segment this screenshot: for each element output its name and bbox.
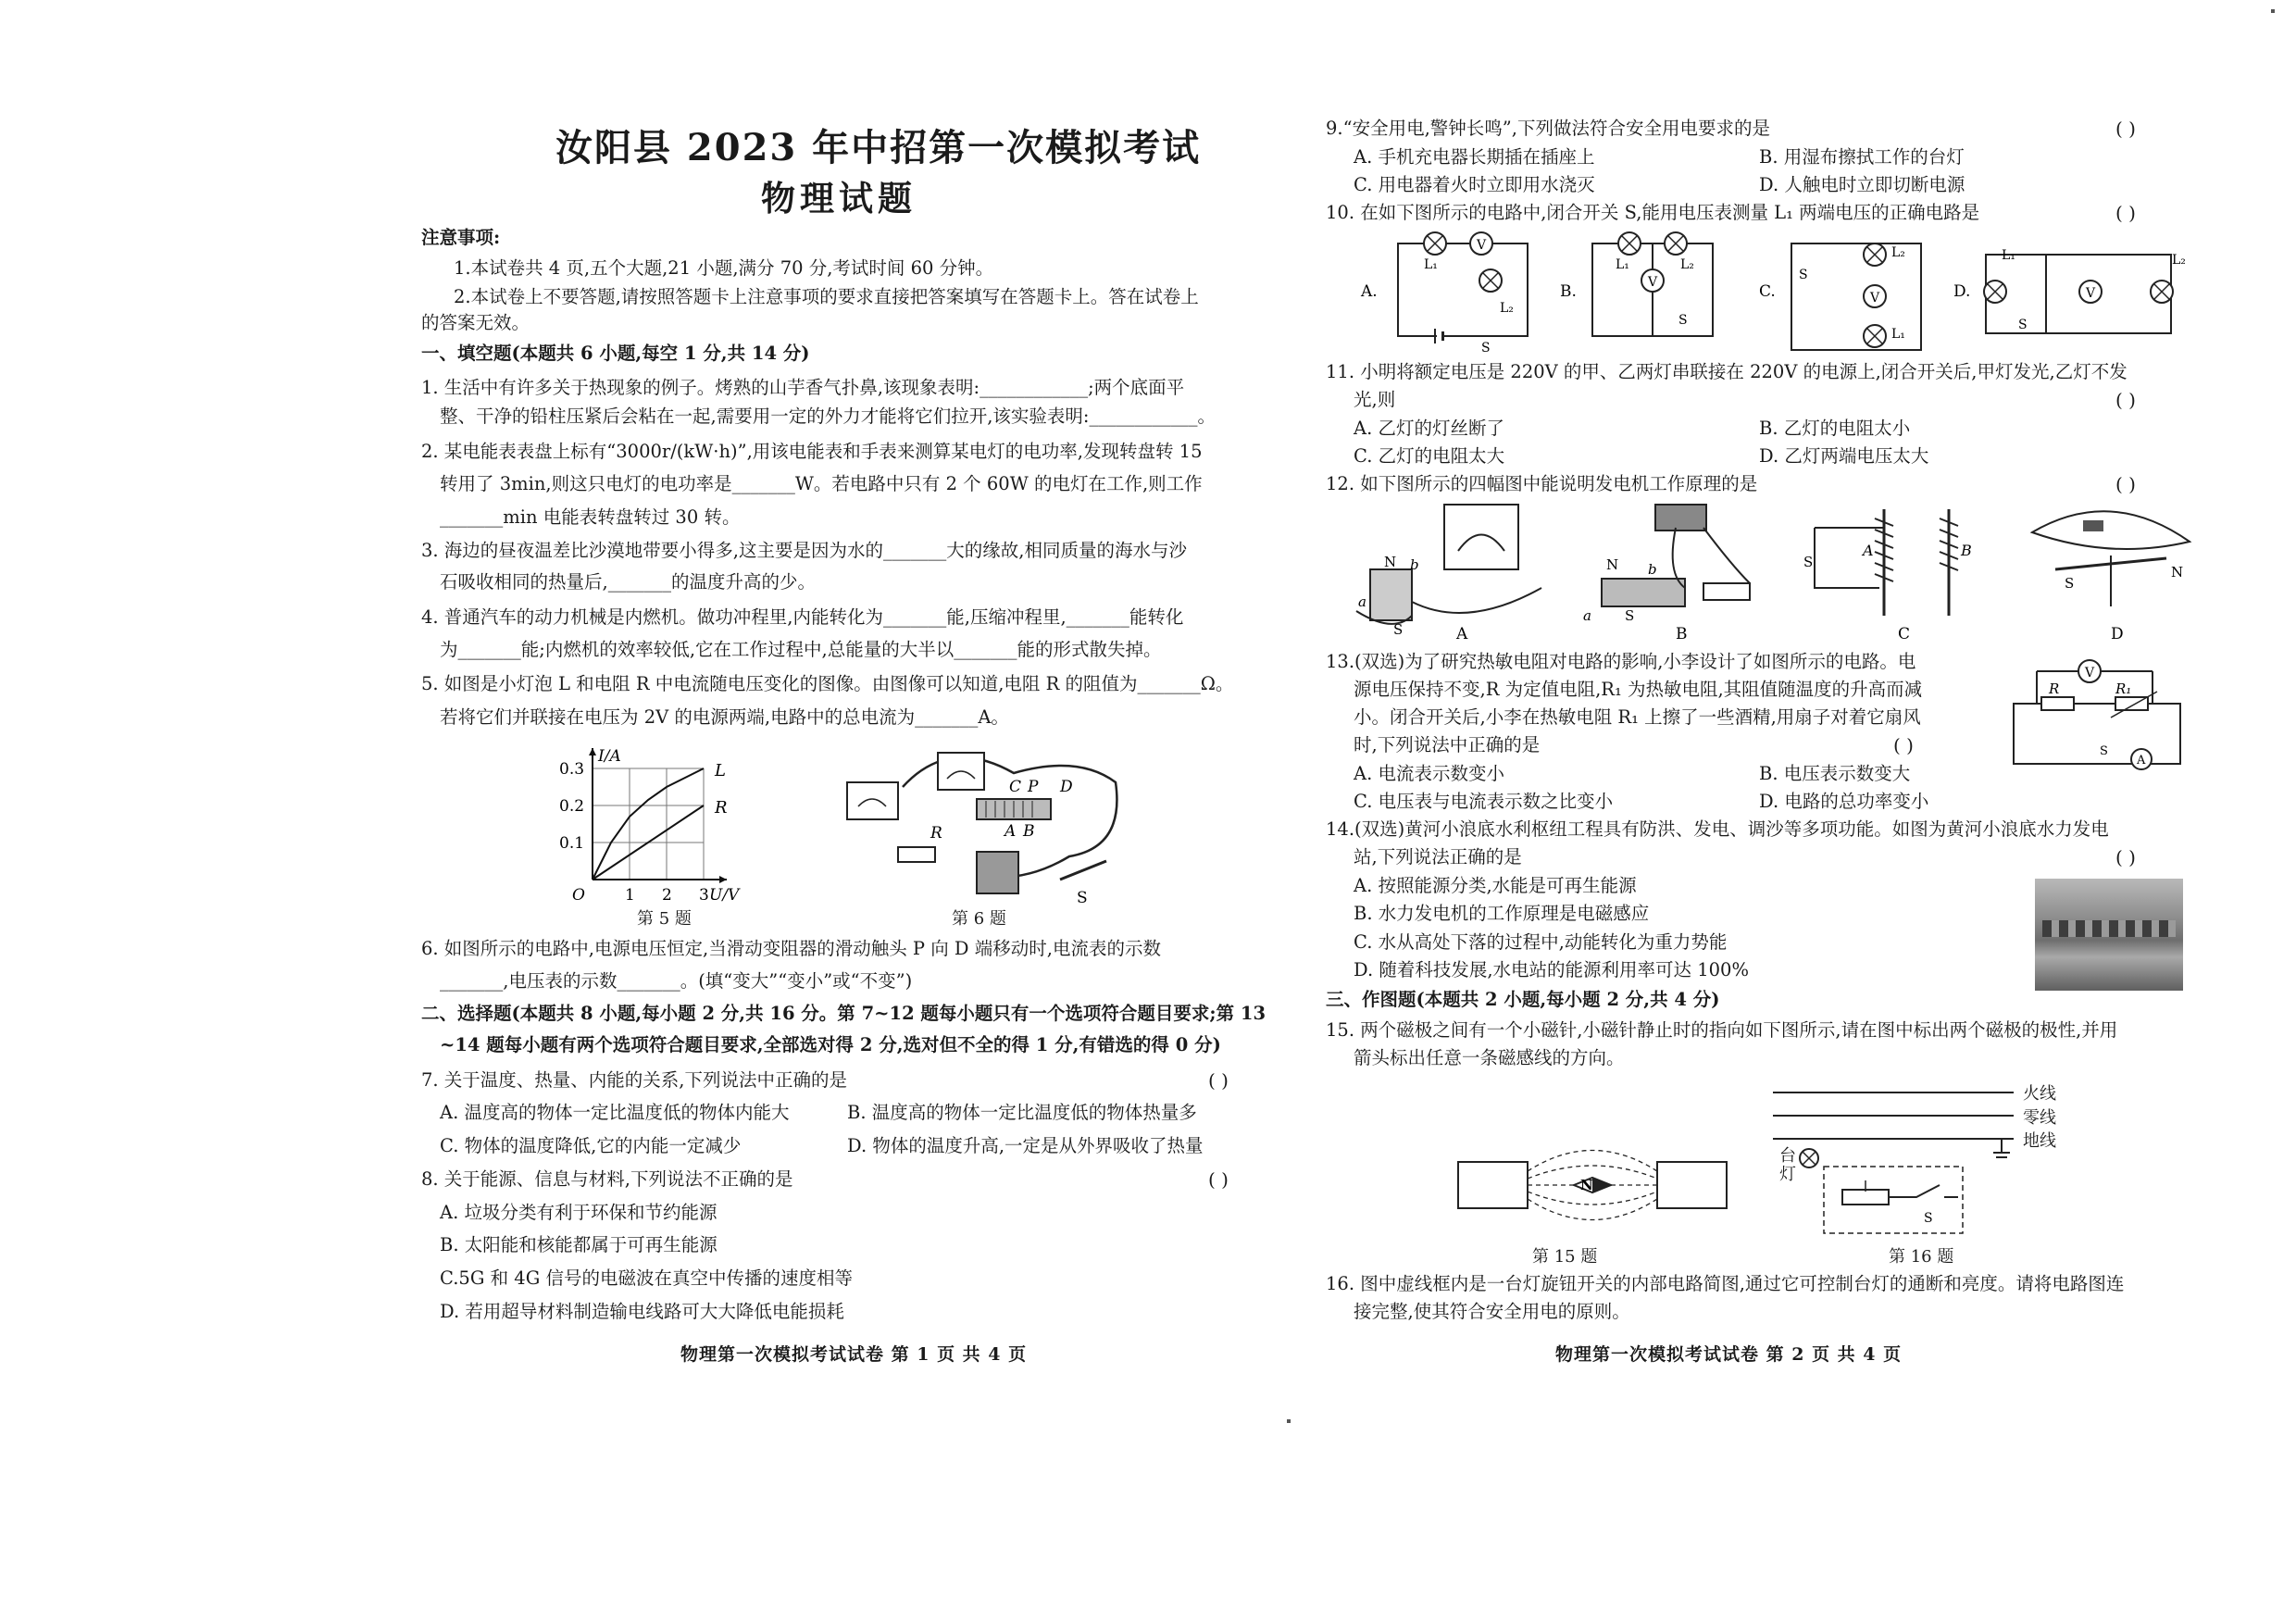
fig6-label-s: S xyxy=(1077,889,1088,907)
q12-answer-paren: ( ) xyxy=(2115,473,2136,495)
q12-figure-b xyxy=(1574,500,1759,643)
q14-answer-paren: ( ) xyxy=(2115,846,2136,868)
q16-line-1: 16. 图中虚线框内是一台灯旋钮开关的内部电路简图,通过它可控制台灯的通断和亮度。请将电路图连 xyxy=(1326,1273,2125,1294)
fig5-graph xyxy=(542,741,773,903)
q10-label-d: D. xyxy=(1953,282,1971,301)
svg-text:S: S xyxy=(1799,268,1808,282)
q9-option-c: C. 用电器着火时立即用水浇灭 xyxy=(1354,174,1595,195)
q13-line-1: 13.(双选)为了研究热敏电阻对电路的影响,小李设计了如图所示的电路。电 xyxy=(1326,651,1916,672)
svg-text:A: A xyxy=(2137,754,2146,768)
fig6-label-d: D xyxy=(1060,778,1073,796)
notice-item-2-line-1: 2.本试卷上不要答题,请按照答题卡上注意事项的要求直接把答案填写在答题卡上。答在试卷上 xyxy=(454,286,1199,307)
fig5-y-arrow xyxy=(589,748,596,755)
section-2-line-1: 二、选择题(本题共 8 小题,每小题 2 分,共 16 分。第 7~12 题每小题只有一个选项符合题目要求;第 13 xyxy=(421,1003,1267,1024)
q14-option-a: A. 按照能源分类,水能是可再生能源 xyxy=(1354,875,1637,896)
q2-line-1: 2. 某电能表表盘上标有“3000r/(kW·h)”,用该电能表和手表来测算某电灯的电功率,发现转盘转 15 xyxy=(421,441,1203,462)
q15-right-pole xyxy=(1657,1162,1727,1208)
q9-option-d: D. 人触电时立即切断电源 xyxy=(1759,174,1965,195)
fig5-ticks xyxy=(559,747,741,905)
q15-line-1: 15. 两个磁极之间有一个小磁针,小磁针静止时的指向如下图所示,请在图中标出两个磁极的极性,并用 xyxy=(1326,1019,2118,1041)
fig5-y-tick-label: 0.2 xyxy=(559,797,585,816)
svg-text:V: V xyxy=(2085,666,2095,680)
q9-answer-paren: ( ) xyxy=(2115,118,2136,140)
fig6-meter-left xyxy=(847,782,898,819)
fig5-curve-label-l: L xyxy=(715,761,726,780)
q15-line-2: 箭头标出任意一条磁感线的方向。 xyxy=(1354,1047,1625,1068)
q10-label-b: B. xyxy=(1560,282,1577,301)
q15-magnet-figure xyxy=(1454,1134,1731,1245)
q16-caption: 第 16 题 xyxy=(1889,1247,1954,1267)
fig5-y-tick-label: 0.3 xyxy=(559,760,585,779)
fig5-x-tick-label: 3 xyxy=(699,886,709,905)
q7-option-b: B. 温度高的物体一定比温度低的物体热量多 xyxy=(847,1102,1197,1123)
q14-option-c: C. 水从高处下落的过程中,动能转化为重力势能 xyxy=(1354,931,1728,953)
fig5-x-arrow xyxy=(719,876,727,883)
q5-line-2: 若将它们并联接在电压为 2V 的电源两端,电路中的总电流为_______A。 xyxy=(440,706,1009,728)
hydropower-station-photo xyxy=(2035,879,2183,991)
q13-option-c: C. 电压表与电流表示数之比变小 xyxy=(1354,791,1614,812)
footer-page-1: 物理第一次模拟考试试卷 第 1 页 共 4 页 xyxy=(680,1344,1028,1365)
q13-line-3: 小。闭合开关后,小李在热敏电阻 R₁ 上擦了一些酒精,用扇子对着它扇风 xyxy=(1354,706,1921,728)
q1-line-2: 整、干净的铅柱压紧后会粘在一起,需要用一定的外力才能将它们拉开,该实验表明:____________。 xyxy=(440,406,1216,427)
q8-stem: 8. 关于能源、信息与材料,下列说法不正确的是 xyxy=(421,1168,793,1190)
svg-text:S: S xyxy=(1393,621,1404,638)
q13-answer-paren: ( ) xyxy=(1893,734,1914,756)
q7-option-d: D. 物体的温度升高,一定是从外界吸收了热量 xyxy=(847,1135,1204,1156)
fig6-caption: 第 6 题 xyxy=(952,909,1006,929)
q15-left-pole xyxy=(1458,1162,1528,1208)
svg-text:a: a xyxy=(1583,607,1591,624)
q13-line-4: 时,下列说法中正确的是 xyxy=(1354,734,1541,755)
q16-line-2: 接完整,使其符合安全用电的原则。 xyxy=(1354,1301,1630,1322)
q3-line-1: 3. 海边的昼夜温差比沙漠地带要小得多,这主要是因为水的_______大的缘故,相同质量的海水与沙 xyxy=(421,540,1187,561)
q9-option-a: A. 手机充电器长期插在插座上 xyxy=(1354,146,1595,168)
q10-label-a: A. xyxy=(1361,282,1378,301)
q11-line-1: 11. 小明将额定电压是 220V 的甲、乙两灯串联接在 220V 的电源上,闭合开关后,甲灯发光,乙灯不发 xyxy=(1326,361,2128,382)
q12-stem: 12. 如下图所示的四幅图中能说明发电机工作原理的是 xyxy=(1326,473,1758,494)
svg-text:a: a xyxy=(1358,593,1366,610)
q15-needle-n: N xyxy=(1580,1177,1593,1193)
svg-text:L₁: L₁ xyxy=(1424,257,1438,272)
fig6-apparatus xyxy=(838,745,1134,907)
scan-mark xyxy=(2271,9,2275,13)
fig6-label-p: P xyxy=(1028,778,1039,796)
svg-text:S: S xyxy=(2018,318,2028,332)
label-live-wire: 火线 xyxy=(2023,1084,2056,1104)
q14-line-2: 站,下列说法正确的是 xyxy=(1354,846,1522,868)
fig5-caption: 第 5 题 xyxy=(637,909,692,929)
q8-answer-paren: ( ) xyxy=(1208,1168,1229,1191)
q14-line-1: 14.(双选)黄河小浪底水利枢纽工程具有防洪、发电、调沙等多项功能。如图为黄河小浪底水力发电 xyxy=(1326,818,2109,840)
q16-wiring-figure xyxy=(1768,1079,2037,1241)
fig6-label-r: R xyxy=(930,824,942,843)
q2-line-3: _______min 电能表转盘转过 30 转。 xyxy=(440,506,741,528)
q1-line-1: 1. 生活中有许多关于热现象的例子。烤熟的山芋香气扑鼻,该现象表明:____________;两个底面平 xyxy=(421,377,1185,398)
q9-stem: 9.“安全用电,警钟长鸣”,下列做法符合安全用电要求的是 xyxy=(1326,118,1770,139)
label-neutral-wire: 零线 xyxy=(2023,1108,2056,1128)
fig5-origin-label: O xyxy=(572,886,585,905)
q7-option-c: C. 物体的温度降低,它的内能一定减少 xyxy=(440,1135,742,1156)
fig5-series-L xyxy=(593,768,704,880)
notice-heading: 注意事项: xyxy=(421,227,501,248)
svg-text:D: D xyxy=(2111,625,2124,643)
q14-option-b: B. 水力发电机的工作原理是电磁感应 xyxy=(1354,903,1650,924)
svg-text:A: A xyxy=(1863,542,1874,559)
svg-text:N: N xyxy=(1384,554,1397,570)
q13-circuit xyxy=(2004,653,2190,773)
section-2-line-2: ~14 题每小题有两个选项符合题目要求,全部选对得 2 分,选对但不全的得 1 分,有错选的得 0 分) xyxy=(440,1034,1221,1055)
q7-option-a: A. 温度高的物体一定比温度低的物体内能大 xyxy=(440,1102,790,1123)
svg-text:L₁: L₁ xyxy=(1616,257,1629,272)
q6-line-2: _______,电压表的示数_______。(填“变大”“变小”或“不变”) xyxy=(440,970,913,992)
q11-option-d: D. 乙灯两端电压太大 xyxy=(1759,445,1929,467)
label-desk-lamp: 台灯 xyxy=(1777,1146,1796,1183)
svg-text:N: N xyxy=(2171,564,2184,581)
q13-option-b: B. 电压表示数变大 xyxy=(1759,763,1911,784)
fig5-series xyxy=(593,768,704,880)
exam-title: 汝阳县 2023 年中招第一次模拟考试 xyxy=(555,126,1202,169)
svg-text:V: V xyxy=(1870,291,1880,306)
q11-answer-paren: ( ) xyxy=(2115,389,2136,411)
q10-label-c: C. xyxy=(1759,282,1776,301)
footer-page-2: 物理第一次模拟考试试卷 第 2 页 共 4 页 xyxy=(1555,1344,1903,1365)
svg-text:R: R xyxy=(2049,680,2060,697)
q8-option-c: C.5G 和 4G 信号的电磁波在真空中传播的速度相等 xyxy=(440,1267,853,1289)
q8-option-b: B. 太阳能和核能都属于可再生能源 xyxy=(440,1234,718,1255)
q14-option-d: D. 随着科技发展,水电站的能源利用率可达 100% xyxy=(1354,959,1749,980)
fig5-grid xyxy=(593,768,704,880)
svg-text:N: N xyxy=(1606,556,1619,573)
svg-text:L₁: L₁ xyxy=(2002,248,2015,263)
notice-item-1: 1.本试卷共 4 页,五个大题,21 小题,满分 70 分,考试时间 60 分钟。 xyxy=(454,257,994,279)
svg-text:L₂: L₂ xyxy=(1891,245,1905,260)
q4-line-2: 为_______能;内燃机的效率较低,它在工作过程中,总能量的大半以_______能的形式散失掉。 xyxy=(440,639,1162,660)
svg-text:S: S xyxy=(2100,744,2108,758)
q10-circuit-a xyxy=(1361,227,1565,356)
section-1-heading: 一、填空题(本题共 6 小题,每空 1 分,共 14 分) xyxy=(421,343,810,364)
q12-figure-c xyxy=(1796,500,2000,643)
fig6-label-b: B xyxy=(1023,822,1035,841)
q6-line-1: 6. 如图所示的电路中,电源电压恒定,当滑动变阻器的滑动触头 P 向 D 端移动时,电流表的示数 xyxy=(421,938,1161,959)
svg-text:S: S xyxy=(1481,341,1491,356)
fig6-switch xyxy=(1060,861,1106,880)
q9-option-b: B. 用湿布擦拭工作的台灯 xyxy=(1759,146,1965,168)
svg-text:R₁: R₁ xyxy=(2115,680,2132,697)
fig6-resistor xyxy=(898,847,935,862)
q12-figure-a xyxy=(1356,500,1560,643)
svg-text:L₂: L₂ xyxy=(1680,257,1694,272)
fig6-label-c: C xyxy=(1009,778,1022,796)
q13-option-a: A. 电流表示数变小 xyxy=(1354,763,1504,784)
q10-stem: 10. 在如下图所示的电路中,闭合开关 S,能用电压表测量 L₁ 两端电压的正确电路是 xyxy=(1326,202,1980,223)
q15-caption: 第 15 题 xyxy=(1532,1247,1598,1267)
q11-option-c: C. 乙灯的电阻太大 xyxy=(1354,445,1505,467)
svg-text:S: S xyxy=(1678,313,1688,328)
fig5-x-tick-label: 2 xyxy=(662,886,672,905)
q8-option-d: D. 若用超导材料制造输电线路可大大降低电能损耗 xyxy=(440,1301,844,1322)
svg-text:b: b xyxy=(1410,556,1419,573)
fig6-battery xyxy=(977,852,1018,893)
q10-answer-paren: ( ) xyxy=(2115,202,2136,224)
svg-text:S: S xyxy=(1803,554,1814,570)
q10-circuit-d xyxy=(1953,227,2194,356)
svg-text:V: V xyxy=(1648,275,1658,290)
fig5-x-tick-label: 1 xyxy=(625,886,635,905)
svg-text:B: B xyxy=(1676,625,1688,643)
q10-circuit-c xyxy=(1754,227,1958,366)
q2-line-2: 转用了 3min,则这只电灯的电功率是_______W。若电路中只有 2 个 60W 的电灯在工作,则工作 xyxy=(440,473,1203,494)
q4-line-1: 4. 普通汽车的动力机械是内燃机。做功冲程里,内能转化为_______能,压缩冲程里,_______能转化 xyxy=(421,606,1184,628)
fig5-x-axis-label: U/V xyxy=(709,886,740,905)
svg-text:V: V xyxy=(2086,286,2096,301)
svg-text:S: S xyxy=(1924,1211,1933,1226)
svg-text:S: S xyxy=(2065,575,2075,592)
svg-text:b: b xyxy=(1648,561,1657,578)
svg-text:A: A xyxy=(1456,625,1468,643)
exam-subtitle: 物理试题 xyxy=(761,178,917,218)
q5-line-1: 5. 如图是小灯泡 L 和电阻 R 中电流随电压变化的图像。由图像可以知道,电阻 R 的阻值为_______Ω。 xyxy=(421,673,1234,694)
svg-text:L₂: L₂ xyxy=(2172,253,2186,268)
q10-circuit-b xyxy=(1555,227,1759,356)
label-ground-wire: 地线 xyxy=(2023,1131,2056,1151)
svg-text:B: B xyxy=(1961,542,1972,559)
q12-figure-d xyxy=(2018,500,2203,643)
svg-text:C: C xyxy=(1898,625,1911,643)
q7-answer-paren: ( ) xyxy=(1208,1069,1229,1092)
q8-option-a: A. 垃圾分类有利于环保和节约能源 xyxy=(440,1202,718,1223)
q11-option-b: B. 乙灯的电阻太小 xyxy=(1759,418,1911,439)
fig6-label-a: A xyxy=(1004,822,1017,841)
svg-text:L₂: L₂ xyxy=(1500,301,1514,316)
q11-line-2: 光,则 xyxy=(1354,389,1396,410)
svg-text:S: S xyxy=(1625,607,1635,624)
q7-stem: 7. 关于温度、热量、内能的关系,下列说法中正确的是 xyxy=(421,1069,848,1091)
q3-line-2: 石吸收相同的热量后,_______的温度升高的少。 xyxy=(440,571,816,593)
scan-mark xyxy=(1287,1419,1291,1423)
fig5-y-tick-label: 0.1 xyxy=(559,834,585,853)
svg-text:L₁: L₁ xyxy=(1891,327,1905,342)
q13-option-d: D. 电路的总功率变小 xyxy=(1759,791,1929,812)
fig5-curve-label-r: R xyxy=(715,798,728,818)
section-3-heading: 三、作图题(本题共 2 小题,每小题 2 分,共 4 分) xyxy=(1326,989,1720,1010)
fig5-y-axis-label: I/A xyxy=(598,747,621,766)
notice-item-2-line-2: 的答案无效。 xyxy=(421,312,530,333)
svg-text:V: V xyxy=(1477,238,1487,253)
q13-line-2: 源电压保持不变,R 为定值电阻,R₁ 为热敏电阻,其阻值随温度的升高而减 xyxy=(1354,679,1923,700)
q11-option-a: A. 乙灯的灯丝断了 xyxy=(1354,418,1504,439)
